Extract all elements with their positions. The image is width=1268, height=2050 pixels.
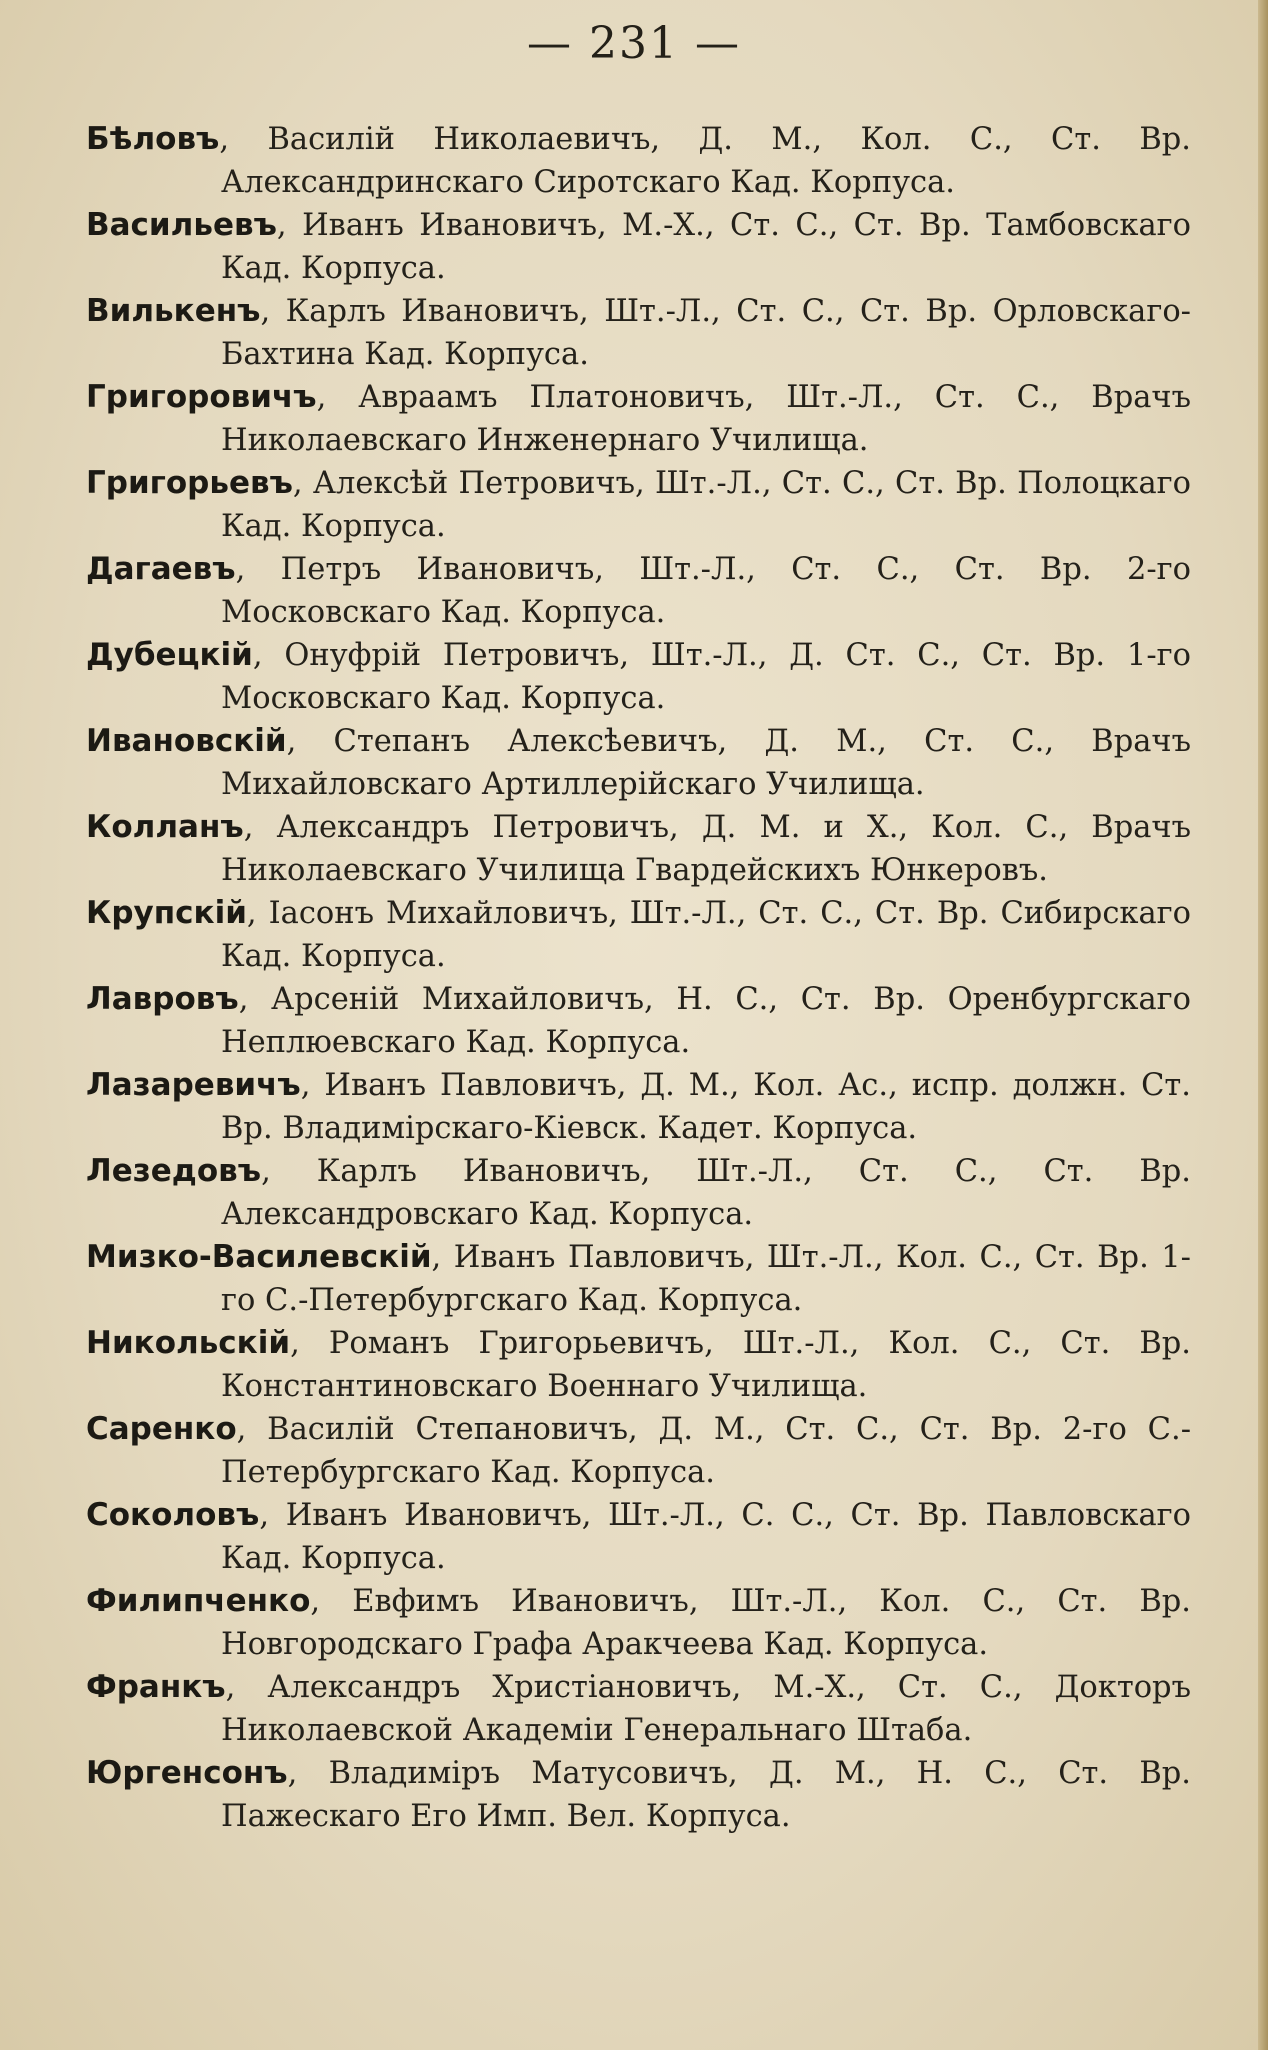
entry-surname: Вилькенъ: [86, 293, 261, 329]
entry-surname: Никольскій: [86, 1325, 291, 1361]
entry-details: , Иванъ Павловичъ, Д. М., Кол. Ас., испр. должн. Ст. Вр. Владимірскаго-Кіевск. Кадет. Корпуса.: [221, 1068, 1191, 1146]
entry-surname: Лазаревичъ: [86, 1067, 301, 1103]
entry: [86, 204, 1191, 290]
entry-details: , Карлъ Ивановичъ, Шт.-Л., Ст. С., Ст. Вр. Александровскаго Кад. Корпуса.: [221, 1154, 1191, 1232]
entry-details: , Александръ Петровичъ, Д. М. и Х., Кол. С., Врачъ Николаевскаго Училища Гвардейскихъ Юнкеровъ.: [221, 810, 1191, 888]
entry: [86, 1494, 1191, 1580]
entry-surname: Лавровъ: [86, 981, 239, 1017]
entry: [86, 1580, 1191, 1666]
entry-surname: Ивановскій: [86, 723, 287, 759]
entry-details: , Василій Николаевичъ, Д. М., Кол. С., Ст. Вр. Александринскаго Сиротскаго Кад. Корпуса.: [219, 122, 1191, 200]
entry-details: , Карлъ Ивановичъ, Шт.-Л., Ст. С., Ст. Вр. Орловскаго-Бахтина Кад. Корпуса.: [221, 294, 1191, 372]
entry: [86, 720, 1191, 806]
entry-surname: Соколовъ: [86, 1497, 260, 1533]
entry-surname: Дубецкій: [86, 637, 253, 673]
entry: [86, 290, 1191, 376]
entry: [86, 806, 1191, 892]
entry-surname: Васильевъ: [86, 207, 277, 243]
entry: [86, 548, 1191, 634]
entry-surname: Бѣловъ: [86, 121, 220, 157]
entry-details: , Иванъ Павловичъ, Шт.-Л., Кол. С., Ст. Вр. 1-го С.-Петербургскаго Кад. Корпуса.: [221, 1240, 1191, 1318]
entry: [86, 118, 1191, 204]
entry-details: , Иванъ Ивановичъ, Шт.-Л., С. С., Ст. Вр. Павловскаго Кад. Корпуса.: [221, 1498, 1191, 1576]
entry-details: , Александръ Христіановичъ, М.-Х., Ст. С., Докторъ Николаевской Академіи Генеральнаго Штаба.: [221, 1670, 1191, 1748]
entry-surname: Саренко: [86, 1411, 237, 1447]
entry-details: , Петръ Ивановичъ, Шт.-Л., Ст. С., Ст. Вр. 2-го Московскаго Кад. Корпуса.: [221, 552, 1191, 630]
entry-details: , Арсеній Михайловичъ, Н. С., Ст. Вр. Оренбургскаго Неплюевскаго Кад. Корпуса.: [221, 982, 1191, 1060]
entry-details: , Романъ Григорьевичъ, Шт.-Л., Кол. С., Ст. Вр. Константиновскаго Военнаго Училища.: [221, 1326, 1191, 1404]
entry: [86, 634, 1191, 720]
entry-surname: Крупскій: [86, 895, 247, 931]
entry-details: , Онуфрій Петровичъ, Шт.-Л., Д. Ст. С., Ст. Вр. 1-го Московскаго Кад. Корпуса.: [221, 638, 1191, 716]
page-edge: [1258, 0, 1268, 2050]
entry: [86, 462, 1191, 548]
entry-details: , Степанъ Алексѣевичъ, Д. М., Ст. С., Врачъ Михайловскаго Артиллерійскаго Училища.: [221, 724, 1191, 802]
entry-details: , Евфимъ Ивановичъ, Шт.-Л., Кол. С., Ст. Вр. Новгородскаго Графа Аракчеева Кад. Корпуса.: [221, 1584, 1191, 1662]
entry: [86, 1236, 1191, 1322]
entry-details: , Василій Степановичъ, Д. М., Ст. С., Ст. Вр. 2-го С.-Петербургскаго Кад. Корпуса.: [221, 1412, 1191, 1490]
page-number: — 231 —: [527, 18, 741, 69]
entry: [86, 1322, 1191, 1408]
entry: [86, 1150, 1191, 1236]
entry: [86, 978, 1191, 1064]
entry-details: , Владиміръ Матусовичъ, Д. М., Н. С., Ст. Вр. Пажескаго Его Имп. Вел. Корпуса.: [221, 1756, 1191, 1834]
entry-surname: Григоровичъ: [86, 379, 317, 415]
entry-surname: Дагаевъ: [86, 551, 236, 587]
entry-surname: Филипченко: [86, 1583, 311, 1619]
entry-details: , Авраамъ Платоновичъ, Шт.-Л., Ст. С., Врачъ Николаевскаго Инженернаго Училища.: [221, 380, 1191, 458]
entry-surname: Лезедовъ: [86, 1153, 262, 1189]
entry-surname: Григорьевъ: [86, 465, 293, 501]
entry-details: , Іасонъ Михайловичъ, Шт.-Л., Ст. С., Ст. Вр. Сибирскаго Кад. Корпуса.: [221, 896, 1191, 974]
entry-details: , Алексѣй Петровичъ, Шт.-Л., Ст. С., Ст. Вр. Полоцкаго Кад. Корпуса.: [221, 466, 1191, 544]
entry-surname: Колланъ: [86, 809, 244, 845]
entry: [86, 1666, 1191, 1752]
entry-surname: Мизко-Василевскій: [86, 1239, 432, 1275]
entry-list: [86, 118, 1191, 1838]
entry: [86, 376, 1191, 462]
entry-surname: Франкъ: [86, 1669, 226, 1705]
entry: [86, 1064, 1191, 1150]
entry: [86, 892, 1191, 978]
entry-surname: Юргенсонъ: [86, 1755, 288, 1791]
entry: [86, 1408, 1191, 1494]
entry-details: , Иванъ Ивановичъ, М.-Х., Ст. С., Ст. Вр. Тамбовскаго Кад. Корпуса.: [221, 208, 1191, 286]
entry: [86, 1752, 1191, 1838]
